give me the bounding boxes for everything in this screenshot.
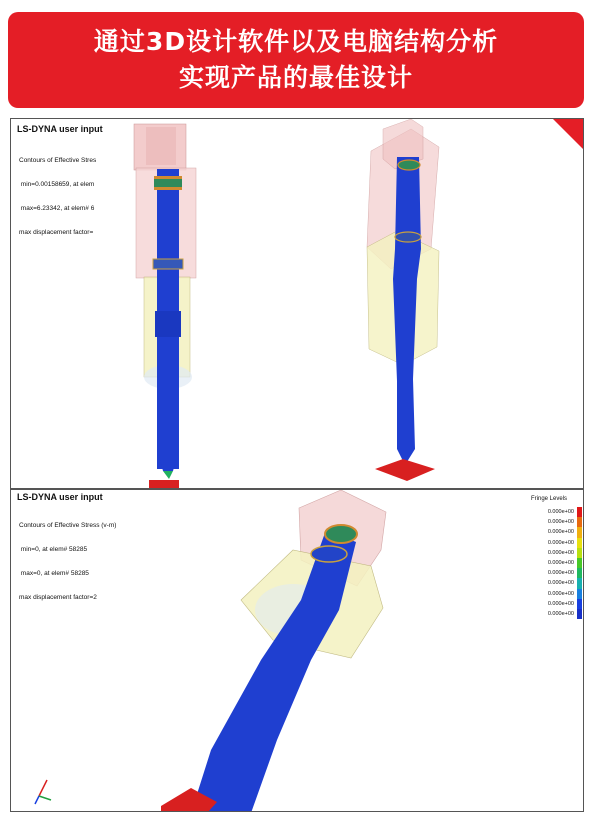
legend-value: 0.000e+00: [547, 549, 574, 556]
right-green-collar: [398, 160, 420, 170]
legend-row: [516, 538, 582, 548]
bottom-info-line: Contours of Effective Stress (v-m): [19, 522, 117, 529]
bottom-viewport[interactable]: [10, 489, 584, 812]
legend-swatch: [577, 568, 582, 578]
legend-value: 0.000e+00: [547, 509, 574, 516]
legend-row: [516, 578, 582, 588]
legend-swatch: [577, 517, 582, 527]
title-banner: [8, 12, 584, 108]
legend-value: 0.000e+00: [547, 580, 574, 587]
legend-swatch: [577, 609, 582, 619]
top-info-line: max displacement factor=: [19, 229, 94, 236]
left-upper-housing-core: [146, 127, 176, 165]
legend-swatch: [577, 548, 582, 558]
top-info-line: Contours of Effective Stres: [19, 157, 97, 164]
legend-swatch: [577, 538, 582, 548]
bottom-mid-collar: [311, 546, 347, 562]
legend-row: [516, 589, 582, 599]
legend-row: [516, 507, 582, 517]
legend-value: 0.000e+00: [547, 539, 574, 546]
bottom-viewport-title: LS-DYNA user input: [17, 492, 103, 502]
banner-line-1: 通过3D设计软件以及电脑结构分析: [93, 27, 499, 56]
legend-row: [516, 517, 582, 527]
legend-swatch: [577, 558, 582, 568]
legend-value: 0.000e+00: [547, 560, 574, 567]
bottom-info-line: max=0, at elem# 58285: [19, 570, 89, 577]
legend-value: 0.000e+00: [547, 610, 574, 617]
corner-tag-icon: [553, 119, 583, 149]
bottom-green-collar: [325, 525, 357, 543]
top-info-line: min=0.00158659, at elem: [19, 181, 95, 188]
top-stress-info: [19, 141, 96, 253]
top-model-scene[interactable]: [11, 119, 584, 489]
left-collar-rim-2: [154, 187, 182, 190]
legend-row: [516, 609, 582, 619]
legend-swatch: [577, 599, 582, 609]
fringe-levels-legend: [516, 496, 582, 619]
right-mid-collar: [395, 232, 421, 242]
legend-row: [516, 568, 582, 578]
legend-row: [516, 599, 582, 609]
bottom-info-line: max displacement factor=2: [19, 594, 97, 601]
legend-value: 0.000e+00: [547, 570, 574, 577]
legend-value: 0.000e+00: [547, 519, 574, 526]
top-info-line: max=6.23342, at elem# 6: [19, 205, 95, 212]
legend-row: [516, 548, 582, 558]
right-base-plate: [375, 459, 435, 481]
top-viewport-title: LS-DYNA user input: [17, 124, 103, 134]
bottom-info-line: min=0, at elem# 58285: [19, 546, 88, 553]
legend-value: 0.000e+00: [547, 590, 574, 597]
legend-swatch: [577, 578, 582, 588]
legend-row: [516, 558, 582, 568]
bottom-stress-info: [19, 506, 116, 618]
left-collar-rim-1: [154, 176, 182, 179]
legend-row: [516, 527, 582, 537]
legend-title: Fringe Levels: [530, 496, 568, 502]
axis-triad-icon: [35, 780, 51, 804]
left-mid-collar: [153, 259, 183, 269]
legend-value: 0.000e+00: [547, 529, 574, 536]
legend-swatch: [577, 589, 582, 599]
legend-value: 0.000e+00: [547, 600, 574, 607]
top-viewport[interactable]: [10, 118, 584, 489]
left-tip-green: [163, 471, 173, 479]
legend-swatch: [577, 507, 582, 517]
left-neck: [155, 311, 181, 337]
legend-swatch: [577, 527, 582, 537]
banner-line-2: 实现产品的最佳设计: [178, 63, 413, 92]
left-base-plate: [149, 480, 179, 488]
legend-rows: [516, 507, 582, 619]
